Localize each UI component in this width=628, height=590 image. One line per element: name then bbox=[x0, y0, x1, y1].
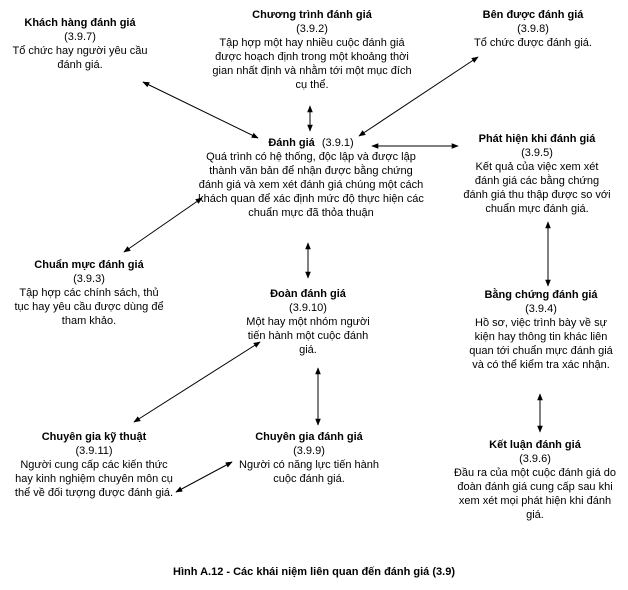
node-code: (3.9.9) bbox=[293, 445, 325, 457]
node-desc: Người có năng lực tiến hành cuộc đánh giá. bbox=[239, 459, 379, 485]
arrow-chuyen-gia-dg-kt bbox=[176, 462, 232, 492]
node-code: (3.9.5) bbox=[521, 147, 553, 159]
node-title: Chương trình đánh giá bbox=[252, 9, 372, 21]
node-desc: Hồ sơ, việc trình bày về sự kiện hay thông tin khác liên quan tới chuẩn mực đánh giá và có thể kiểm tra xác nhận. bbox=[469, 317, 613, 371]
node-code: (3.9.10) bbox=[289, 302, 327, 314]
node-desc: Tổ chức hay người yêu cầu đánh giá. bbox=[12, 45, 148, 71]
node-title: Đoàn đánh giá bbox=[270, 288, 346, 300]
node-code: (3.9.6) bbox=[519, 453, 551, 465]
node-phat-hien-khi-danh-gia bbox=[462, 132, 612, 216]
node-desc: Người cung cấp các kiến thức hay kinh nghiệm chuyên môn cụ thể về đối tượng được đánh giá. bbox=[14, 459, 174, 499]
node-khach-hang-danh-gia bbox=[6, 16, 154, 72]
node-doan-danh-gia bbox=[238, 287, 378, 357]
node-code: (3.9.7) bbox=[64, 31, 96, 43]
node-desc: Kết quả của việc xem xét đánh giá các bằng chứng đánh giá thu thập được so với chuẩn mực đánh giá. bbox=[463, 161, 611, 215]
node-title: Bằng chứng đánh giá bbox=[484, 289, 598, 301]
node-desc: Tập hợp các chính sách, thủ tục hay yêu cầu được dùng để tham khảo. bbox=[14, 287, 164, 327]
node-title: Khách hàng đánh giá bbox=[24, 17, 136, 29]
node-chuyen-gia-danh-gia bbox=[234, 430, 384, 486]
node-title: Bên được đánh giá bbox=[482, 9, 584, 21]
node-desc: Tổ chức được đánh giá. bbox=[474, 37, 592, 49]
node-code: (3.9.1) bbox=[321, 137, 354, 149]
node-code: (3.9.8) bbox=[517, 23, 549, 35]
node-chuan-muc-danh-gia bbox=[14, 258, 164, 328]
node-title: Chuyên gia đánh giá bbox=[255, 431, 363, 443]
node-bang-chung-danh-gia bbox=[466, 288, 616, 372]
arrow-danh-gia-chuan-muc bbox=[124, 198, 202, 252]
node-ket-luan-danh-gia bbox=[450, 438, 620, 522]
node-code: (3.9.11) bbox=[75, 445, 113, 457]
node-title: Kết luận đánh giá bbox=[489, 439, 581, 451]
node-danh-gia bbox=[196, 136, 426, 220]
node-desc: Đầu ra của một cuộc đánh giá do đoàn đánh giá cung cấp sau khi xem xét mọi phát hiện khi đánh giá. bbox=[453, 467, 617, 521]
node-code: (3.9.3) bbox=[73, 273, 105, 285]
node-desc: Tập hợp một hay nhiều cuộc đánh giá được hoạch định trong một khoảng thời gian nhất định và nhằm tới một mục đích cụ thể. bbox=[212, 37, 412, 91]
node-ben-duoc-danh-gia bbox=[458, 8, 608, 50]
node-title: Chuyên gia kỹ thuật bbox=[41, 431, 147, 443]
node-desc: Quá trình có hệ thống, độc lập và được lập thành văn bản để nhận được bằng chứng đánh giá và xem xét đánh giá chúng một cách khách quan để xác định mức độ thực hiện các chuẩn mực đã thỏa thuận bbox=[198, 151, 424, 219]
node-chuyen-gia-ky-thuat bbox=[14, 430, 174, 500]
node-desc: Một hay một nhóm người tiến hành một cuộc đánh giá. bbox=[246, 316, 370, 356]
node-title: Phát hiện khi đánh giá bbox=[478, 133, 596, 145]
node-title: Chuẩn mực đánh giá bbox=[34, 259, 144, 271]
node-code: (3.9.4) bbox=[525, 303, 557, 315]
node-code: (3.9.2) bbox=[296, 23, 328, 35]
figure-caption: Hình A.12 - Các khái niệm liên quan đến đánh giá (3.9) bbox=[173, 566, 455, 578]
node-chuong-trinh-danh-gia bbox=[208, 8, 416, 92]
node-title: Đánh giá bbox=[268, 137, 315, 149]
